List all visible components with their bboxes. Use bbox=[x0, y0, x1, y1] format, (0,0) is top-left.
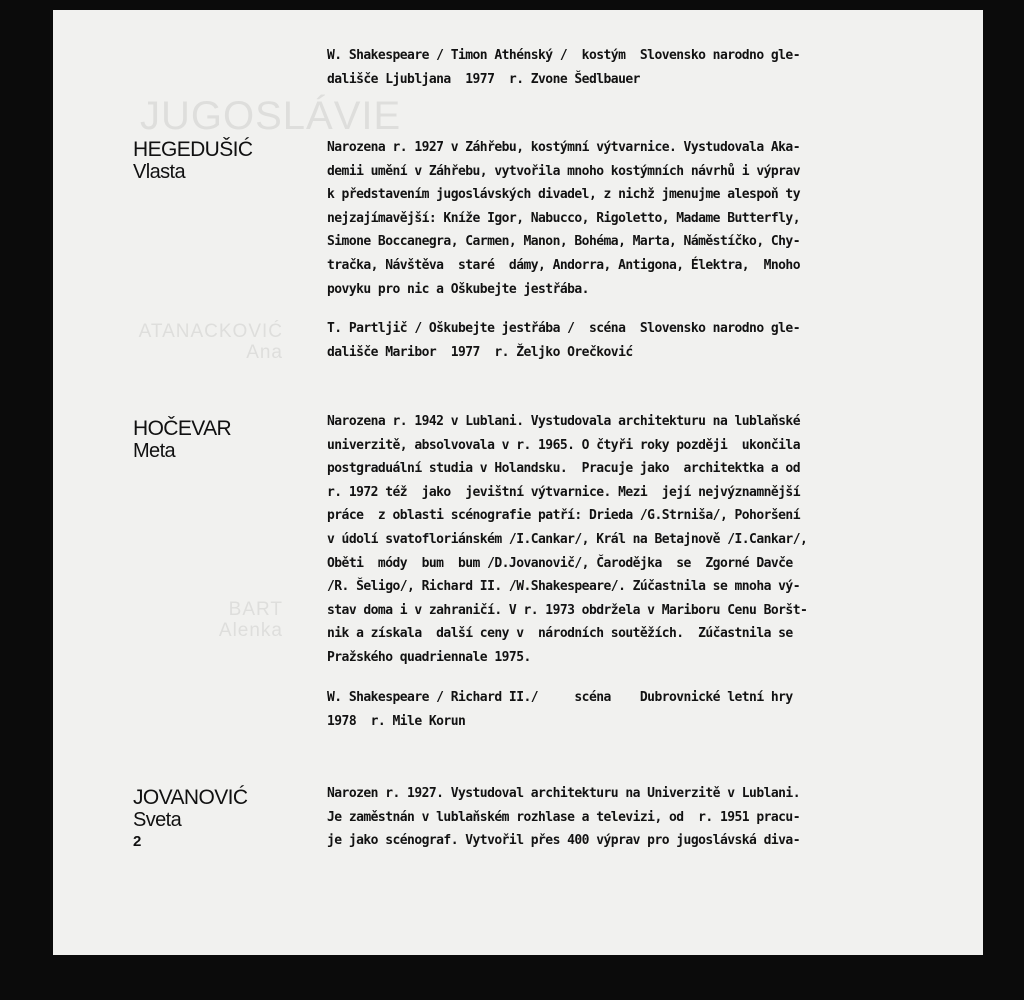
text-line: univerzitě, absolvovala v r. 1965. O čtyři roky později ukončila bbox=[327, 437, 800, 453]
biography-block-hocevar bbox=[327, 410, 917, 670]
bleed-through-given: Alenka bbox=[218, 619, 283, 641]
text-line: Pražského quadriennale 1975. bbox=[327, 649, 531, 665]
bleed-through-given: Ana bbox=[246, 341, 283, 363]
text-line: povyku pro nic a Oškubejte jestřába. bbox=[327, 281, 589, 297]
text-line: stav doma i v zahraničí. V r. 1973 obdržela v Mariboru Cenu Boršt- bbox=[327, 602, 808, 618]
text-line: k představením jugoslávských divadel, z nichž jmenujme alespoň ty bbox=[327, 187, 800, 203]
production-credit-block bbox=[327, 44, 917, 91]
text-line: Oběti módy bum bum /D.Jovanovič/, Čarodějka se Zgorné Davče bbox=[327, 555, 793, 571]
text-line: Narozena r. 1927 v Záhřebu, kostýmní výtvarnice. Vystudovala Aka- bbox=[327, 140, 800, 155]
bleed-through-heading: JUGOSLÁVIE bbox=[140, 94, 402, 138]
bleed-through-surname: BART bbox=[228, 599, 283, 620]
production-credit-block bbox=[327, 686, 917, 733]
person-name-hegedusic bbox=[133, 139, 252, 183]
text-line: postgraduální studia v Holandsku. Pracuje jako architektka a od bbox=[327, 461, 800, 477]
production-credit-block bbox=[327, 317, 917, 364]
text-line: W. Shakespeare / Richard II./ scéna Dubrovnické letní hry bbox=[327, 690, 793, 705]
document-page bbox=[53, 10, 983, 955]
text-line: práce z oblasti scénografie patří: Drieda /G.Strniša/, Pohoršení bbox=[327, 508, 800, 524]
text-line: dališče Ljubljana 1977 r. Zvone Šedlbauer bbox=[327, 71, 640, 87]
text-line: W. Shakespeare / Timon Athénský / kostým Slovensko narodno gle- bbox=[327, 48, 800, 63]
person-given-name: Meta bbox=[133, 440, 176, 462]
text-line: je jako scénograf. Vytvořil přes 400 výprav pro jugoslávská diva- bbox=[327, 833, 800, 849]
page-number: 2 bbox=[133, 833, 141, 850]
text-line: demii umění v Záhřebu, vytvořila mnoho kostýmních návrhů i výprav bbox=[327, 163, 800, 179]
person-surname: HOČEVAR bbox=[133, 417, 232, 440]
text-line: Je zaměstnán v lublaňském rozhlase a televizi, od r. 1951 pracu- bbox=[327, 809, 800, 825]
text-line: v údolí svatofloriánském /I.Cankar/, Král na Betajnově /I.Cankar/, bbox=[327, 531, 808, 547]
text-line: /R. Šeligo/, Richard II. /W.Shakespeare/. Zúčastnila se mnoha vý- bbox=[327, 579, 800, 595]
bleed-through-name-1 bbox=[138, 322, 283, 364]
person-given-name: Sveta bbox=[133, 809, 182, 831]
text-line: dališče Maribor 1977 r. Željko Orečković bbox=[327, 344, 633, 360]
text-line: tračka, Návštěva staré dámy, Andorra, Antigona, Élektra, Mnoho bbox=[327, 257, 800, 273]
text-line: nejzajímavější: Kníže Igor, Nabucco, Rigoletto, Madame Butterfly, bbox=[327, 210, 800, 226]
text-line: Narozena r. 1942 v Lublani. Vystudovala architekturu na lublaňské bbox=[327, 414, 800, 429]
bleed-through-surname: ATANACKOVIĆ bbox=[138, 321, 283, 342]
person-surname: JOVANOVIĆ bbox=[133, 786, 248, 809]
text-line: Narozen r. 1927. Vystudoval architekturu na Univerzitě v Lublani. bbox=[327, 786, 800, 801]
person-given-name: Vlasta bbox=[133, 161, 185, 183]
person-name-hocevar bbox=[133, 418, 231, 462]
text-line: nik a získala další ceny v národních soutěžích. Zúčastnila se bbox=[327, 626, 793, 642]
text-line: T. Partljič / Oškubejte jestřába / scéna Slovensko narodno gle- bbox=[327, 321, 800, 336]
person-name-jovanovic bbox=[133, 787, 247, 853]
biography-block-hegedusic bbox=[327, 136, 917, 301]
bleed-through-name-2 bbox=[138, 600, 283, 642]
person-surname: HEGEDUŠIĆ bbox=[133, 138, 253, 161]
biography-block-jovanovic bbox=[327, 782, 917, 853]
text-line: Simone Boccanegra, Carmen, Manon, Bohéma, Marta, Náměstíčko, Chy- bbox=[327, 234, 800, 250]
text-line: 1978 r. Mile Korun bbox=[327, 713, 466, 729]
text-line: r. 1972 též jako jevištní výtvarnice. Mezi její nejvýznamnější bbox=[327, 484, 800, 500]
